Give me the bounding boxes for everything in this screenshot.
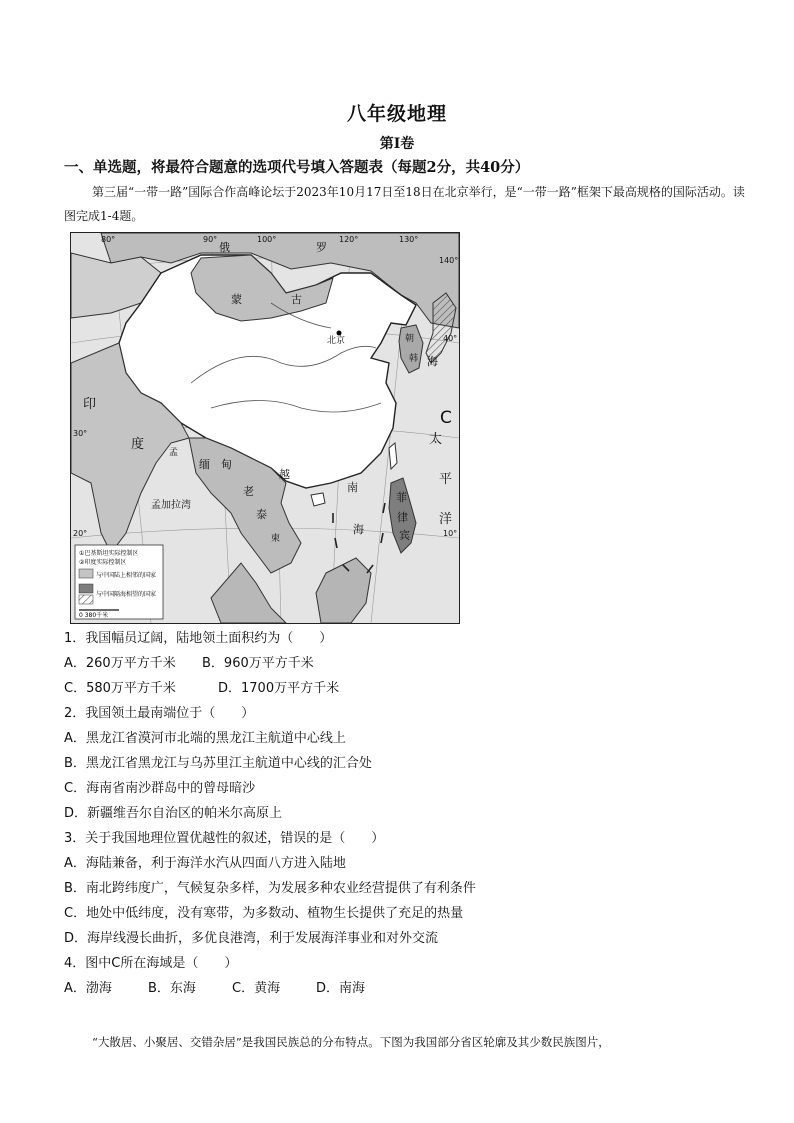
q1-option-c[interactable]: C．580万平方千米 [64,681,176,696]
q4-option-c[interactable]: C．黄海 [232,981,281,996]
lon-140-label: 140° [439,256,459,265]
lon-130-label: 130° [399,235,419,244]
section-heading: 一、单选题，将最符合题意的选项代号填入答题表（每题2分，共40分） [64,159,530,176]
q1-option-d[interactable]: D．1700万平方千米 [218,681,340,696]
map-label-myanmar-1: 缅 [199,458,210,471]
q3-option-a[interactable]: A．海陆兼备，利于海洋水汽从四面八方进入陆地 [64,856,346,871]
q4-option-a[interactable]: A．渤海 [64,981,112,996]
map-label-scs-1: 南 [347,481,358,494]
q3-option-d[interactable]: D．海岸线漫长曲折，多优良港湾，利于发展海洋事业和对外交流 [64,931,439,946]
question-3-stem: 3．关于我国地理位置优越性的叙述，错误的是（ ） [64,831,385,846]
paper-subtitle: 第Ⅰ卷 [379,136,415,152]
hainan-island [311,493,325,506]
lat-30-label: 30° [73,429,88,438]
question-4-stem: 4．图中C所在海域是（ ） [64,956,238,971]
q2-option-a[interactable]: A．黑龙江省漠河市北端的黑龙江主航道中心线上 [64,731,346,746]
map-label-philippines-2: 律 [397,511,408,524]
q3-option-c[interactable]: C．地处中低纬度，没有寒带，为多数动、植物生长提供了充足的热量 [64,906,464,921]
lon-90-label: 90° [203,235,218,244]
question-1-options-row-1 [64,652,314,671]
map-label-mongolia-2: 古 [291,293,302,306]
map-label-russia-1: 俄 [219,241,230,254]
q4-option-b[interactable]: B．东海 [148,981,196,996]
lat-10-label: 10° [443,529,458,538]
legend-swatch-land [79,569,93,578]
question-1-stem: 1．我国幅员辽阔，陆地领土面积约为（ ） [64,631,333,646]
map-label-vietnam: 越 [279,468,290,481]
q2-option-d[interactable]: D．新疆维吾尔自治区的帕米尔高原上 [64,806,283,821]
lon-80-label: 80° [101,235,116,244]
map-label-bengal: 孟加拉湾 [151,500,191,511]
map-label-bangladesh: 孟 [169,448,179,458]
legend-scale-text: 0 380千米 [79,612,109,619]
page-title: 八年级地理 [346,103,447,125]
q1-option-b[interactable]: B．960万平方千米 [202,656,314,671]
map-label-c-marker: C [440,408,452,428]
map-legend [75,545,163,619]
map-label-beijing: 北京 [327,336,346,346]
map-label-philippines-3: 宾 [399,529,410,542]
legend-item-land: 与中国陆上相邻的国家 [96,572,157,579]
q2-option-c[interactable]: C．海南省南沙群岛中的曾母暗沙 [64,781,256,796]
map-label-korea-1: 朝 [405,334,415,344]
legend-note-2: ②印度实际控制区 [79,559,127,566]
q3-option-b[interactable]: B．南北跨纬度广，气候复杂多样，为发展多种农业经营提供了有利条件 [64,881,476,896]
map-label-myanmar-2: 甸 [221,458,232,471]
map-label-korea-2: 韩 [409,354,419,364]
map-label-thailand: 泰 [256,508,267,521]
question-2-stem: 2．我国领土最南端位于（ ） [64,706,255,721]
map-label-sea: 海 [427,355,438,368]
map-label-mongolia-1: 蒙 [231,293,242,306]
map-label-pacific-1: 太 [429,432,443,447]
map-label-cambodia: 柬 [271,534,281,544]
question-1-options-row-2 [64,677,339,696]
legend-note-1: ①巴基斯坦实际控制区 [79,550,139,557]
map-label-pacific-3: 洋 [439,512,453,527]
legend-item-sea: 与中国隔海相望的国家 [96,591,157,598]
map-label-laos: 老 [243,485,254,498]
q4-option-d[interactable]: D．南海 [316,981,366,996]
lon-100-label: 100° [257,235,277,244]
map-label-russia-2: 罗 [316,241,327,254]
q1-option-a[interactable]: A．260万平方千米 [64,656,176,671]
q2-option-b[interactable]: B．黑龙江省黑龙江与乌苏里江主航道中心线的汇合处 [64,756,372,771]
legend-swatch-sea-dark [79,584,93,593]
map-graphic [71,233,459,623]
map-label-pacific-2: 平 [439,472,453,487]
closing-paragraph: “大散居、小聚居、交错杂居”是我国民族总的分布特点。下图为我国部分省区轮廓及其少数民族图片， [92,1035,610,1049]
lon-120-label: 120° [339,235,359,244]
beijing-marker [337,331,342,336]
lat-40-label: 40° [443,334,458,343]
legend-swatch-sea-hatch [79,595,93,604]
map-label-india-1: 印 [83,397,97,412]
map-label-philippines-1: 菲 [396,491,407,504]
asia-map [70,232,460,624]
intro-paragraph: 第三届“一带一路”国际合作高峰论坛于2023年10月17日至18日在北京举行，是“一带一路”框架下最高规格的国际活动。读图完成1-4题。 [64,185,745,223]
map-label-scs-2: 海 [353,523,364,536]
lat-20-label: 20° [73,529,88,538]
map-label-india-2: 度 [131,437,145,452]
question-4-options-row [64,977,365,996]
